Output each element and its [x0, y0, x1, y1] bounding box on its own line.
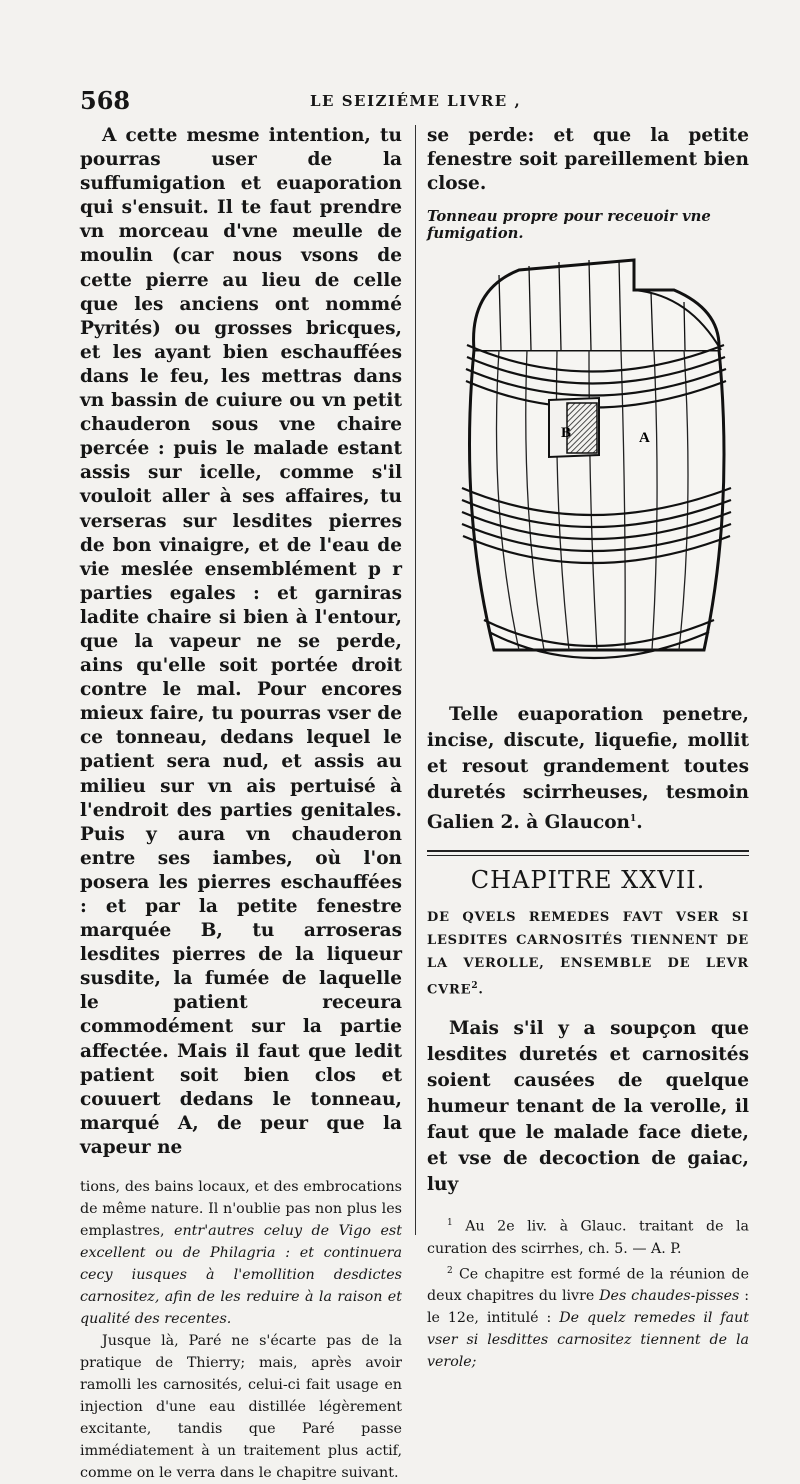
- footnote-ref-2: 2: [471, 981, 479, 992]
- chapter-title: CHAPITRE XXVII.: [470, 866, 706, 895]
- editor-note: [80, 1176, 402, 1330]
- footnote-2-text-b: : le 12e, intitulé :: [427, 1288, 750, 1327]
- footnote-1-text: Au 2e liv. à Glauc. traitant de la curation des scirrhes, ch. 5. — A. P.: [427, 1218, 749, 1257]
- evaporation-text: Telle euaporation penetre, incise, discute, liquefie, mollit et resout grandement toutes duretés scirrheuses, tesmoin Galien 2. à Glaucon: [427, 704, 749, 834]
- footnote-2-mark: 2: [447, 1265, 453, 1276]
- label-a: A: [639, 430, 650, 447]
- column-divider: [415, 125, 416, 1235]
- barrel-illustration: [439, 250, 739, 690]
- right-column: [427, 124, 749, 1373]
- main-paragraph: A cette mesme intention, tu pourras user de la suffumigation et euaporation qui s'ensuit. Il te faut prendre vn morceau d'vne meulle de moulin (car nous vsons de cette pierre au lieu de celle que les anciens ont nommé Pyrités) ou grosses bricques, et les ayant bien eschauffées dans le feu, les mettras dans vn bassin de cuiure ou vn petit chauderon sous vne chaire percée : puis le malade estant assis sur icelle, comme s'il vouloit aller à ses affaires, tu verseras sur lesdites pierres de bon vinaigre, et de l'eau de vie meslée ensemblément p r parties egales : et garniras ladite chaire si bien à l'entour, que la vapeur ne se perde, ains qu'elle soit portée droit contre le mal. Pour encores mieux faire, tu pourras vser de ce tonneau, dedans lequel le patient sera nud, et assis au milieu sur vn ais pertuisé à l'endroit des parties genitales. Puis y aura vn chauderon entre ses iambes, où l'on posera les pierres eschauffées : et par la petite fenestre marquée B, tu arroseras lesdites pierres de la liqueur susdite, la fumée de laquelle le patient receura commodément sur la partie affectée. Mais il faut que ledit patient soit bien clos et couuert dedans le tonneau, marqué A, de peur que la vapeur ne: [80, 125, 402, 1158]
- section-rule: [427, 850, 749, 856]
- evaporation-paragraph: [427, 702, 749, 836]
- chapter-summary-end: .: [478, 982, 484, 998]
- footnote-ref-1: 1: [630, 814, 637, 825]
- footnote-1-mark: 1: [447, 1217, 453, 1228]
- spacer: [80, 1160, 402, 1176]
- evaporation-end: .: [636, 812, 643, 834]
- editor-note-quote: entr'autres celuy de Vigo est excellent ou de Philagria : et continuera cecy iusques à l'emollition desdictes carnositez, afin de les reduire à la raison et qualité des recentes.: [80, 1223, 402, 1328]
- footnote-2-text: Ce chapitre est formé de la réunion de deux chapitres du livre: [427, 1266, 749, 1305]
- chapter-summary: [427, 906, 749, 1001]
- figure-caption: Tonneau propre pour receuoir vne fumigation.: [427, 208, 711, 243]
- footnote-2-chapter-title: De quelz remedes il faut vser si lesdittes carnositez tiennent de la verole;: [427, 1310, 749, 1371]
- continuation-text: se perde: et que la petite fenestre soit pareillement bien close.: [427, 125, 749, 195]
- footnote-2: [427, 1260, 749, 1374]
- footnote-1: [427, 1212, 749, 1260]
- running-title: LE SEIZIÉME LIVRE ,: [310, 92, 522, 110]
- editor-note-text: tions, des bains locaux, et des embrocations de même nature. Il n'oublie pas non plus les emplastres,: [80, 1179, 402, 1240]
- left-column: [80, 124, 402, 1484]
- page-number: 568: [80, 86, 131, 115]
- editor-note-2: Jusque là, Paré ne s'écarte pas de la pratique de Thierry; mais, après avoir ramolli les carnosités, celui-ci fait usage en injection d'une eau distillée légèrement excitante, tandis que Paré passe immédiatement à un traitement plus actif, comme on le verra dans le chapitre suivant.: [80, 1333, 402, 1482]
- footnote-2-book-title: Des chaudes-pisses: [599, 1288, 740, 1305]
- chapter-body: Mais s'il y a soupçon que lesdites duretés et carnosités soient causées de quelque humeur tenant de la verolle, il faut que le malade face diete, et vse de decoction de gaiac, luy: [427, 1017, 749, 1195]
- chapter-summary-text: DE QVELS REMEDES FAVT VSER SI LESDITES CARNOSITÉS TIENNENT DE LA VEROLLE, ENSEMBLE DE LEVR CVRE: [427, 910, 749, 998]
- label-b: B: [561, 425, 572, 442]
